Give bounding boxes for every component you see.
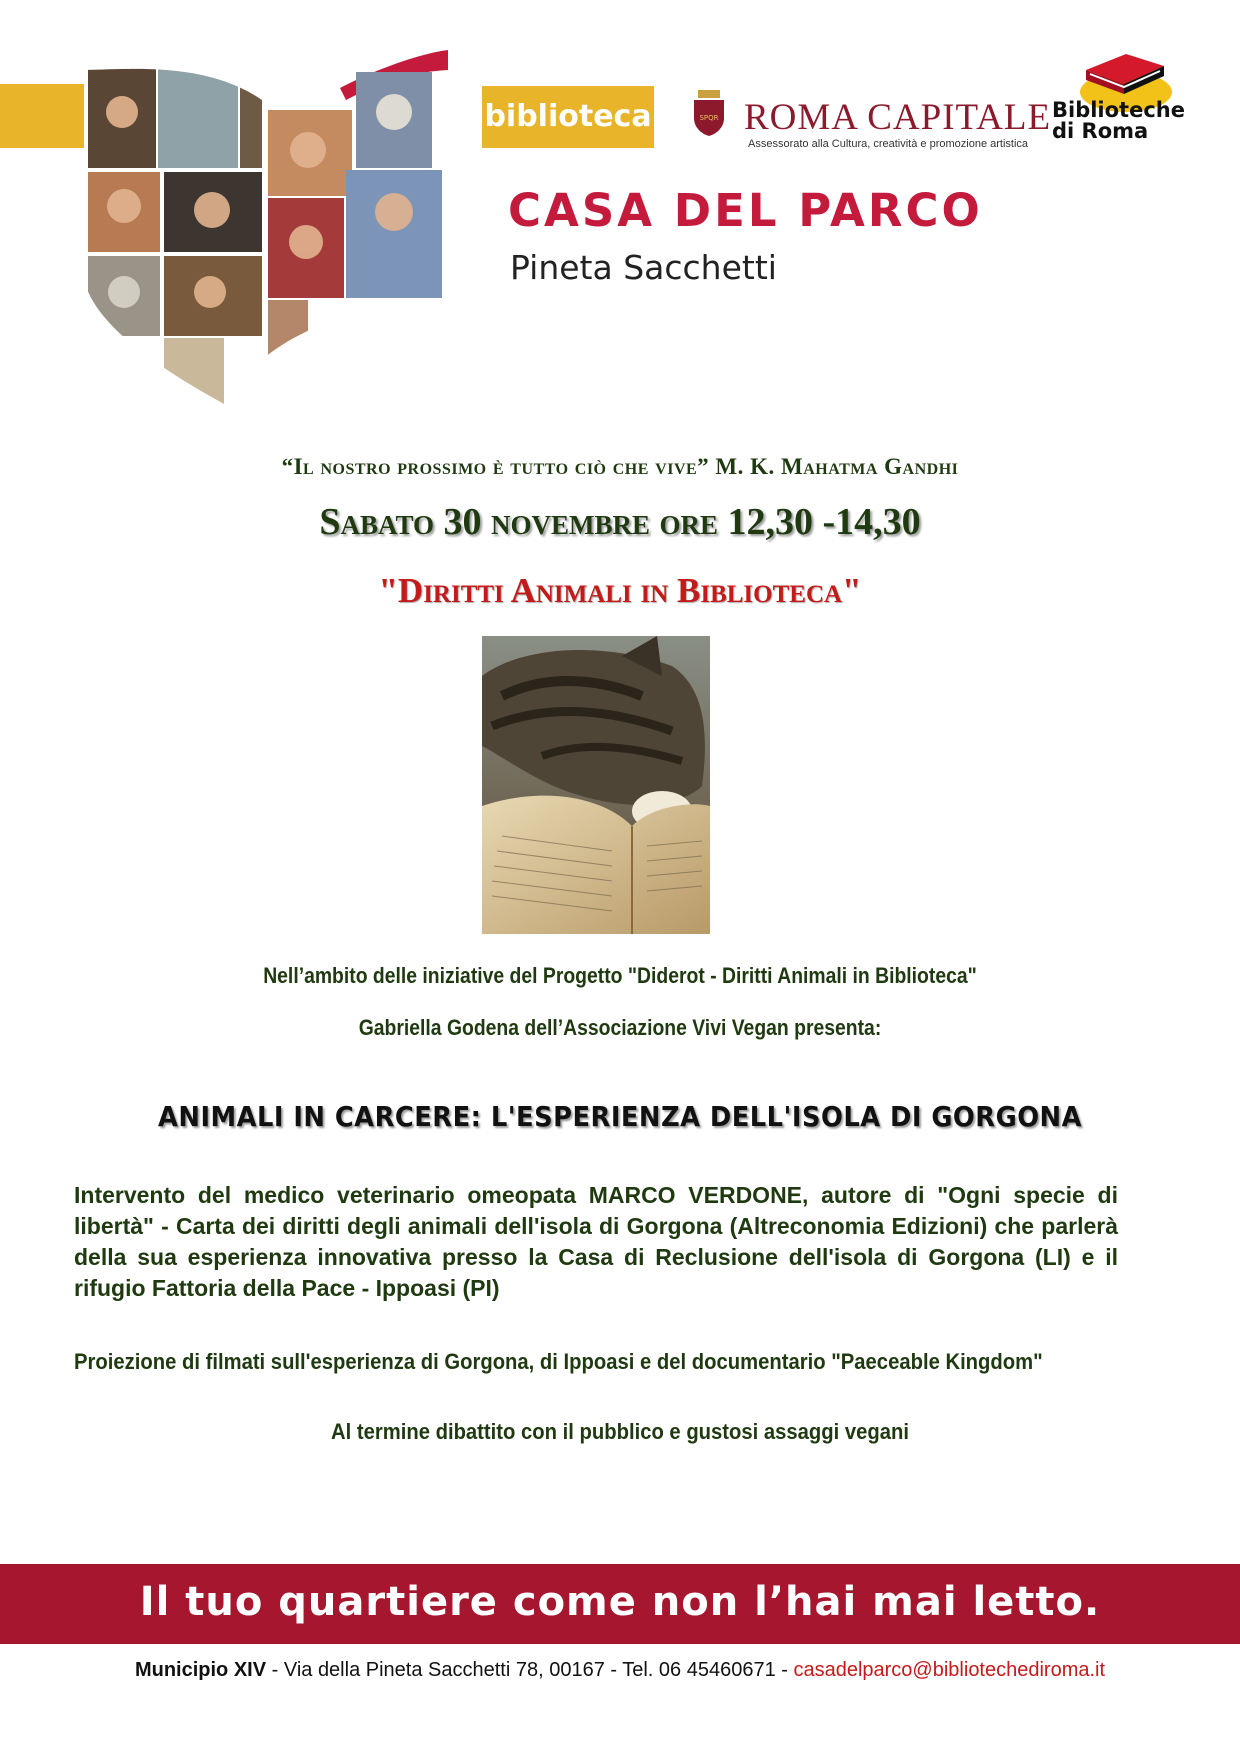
- gandhi-quote: “Il nostro prossimo è tutto ciò che vive” M. K. Mahatma Gandhi: [281, 454, 959, 479]
- address-text: - Via della Pineta Sacchetti 78, 00167 - Tel. 06 45460671 -: [266, 1659, 794, 1681]
- project-intro: Nell’ambito delle iniziative del Progetto "Diderot - Diritti Animali in Biblioteca": [263, 963, 977, 988]
- event-title: "Diritti Animali in Biblioteca": [378, 571, 862, 610]
- municipio-label: Municipio XIV: [134, 1659, 267, 1681]
- bdr-line-2: di Roma: [1052, 119, 1149, 143]
- venue-subtitle: Pineta Sacchetti: [510, 248, 777, 287]
- film-projection: Proiezione di filmati sull'esperienza di Gorgona, di Ippoasi e del documentario "Paeceable Kingdom": [74, 1349, 1043, 1374]
- email-link[interactable]: casadelparco@bibliotechediroma.it: [793, 1659, 1106, 1681]
- cat-on-book-photo: [482, 636, 710, 934]
- biblioteca-label: biblioteca: [482, 86, 654, 148]
- bdr-line-1: Biblioteche: [1052, 98, 1185, 122]
- roma-capitale-subtitle: Assessorato alla Cultura, creatività e promozione artistica: [748, 138, 1029, 150]
- footer-slogan: Il tuo quartiere come non l’hai mai letto.: [139, 1579, 1101, 1625]
- event-date: Sabato 30 novembre ore 12,30 -14,30: [319, 501, 921, 543]
- venue-title: CASA DEL PARCO: [508, 184, 983, 237]
- talk-headline: ANIMALI IN CARCERE: L'ESPERIENZA DELL'ISOLA DI GORGONA: [158, 1100, 1082, 1133]
- left-yellow-bar: [0, 84, 84, 148]
- biblioteche-di-roma-label: [1052, 100, 1185, 142]
- presenter-intro: Gabriella Godena dell’Associazione Vivi Vegan presenta:: [358, 1015, 882, 1040]
- roma-capitale-title: ROMA CAPITALE: [744, 97, 1052, 138]
- book-collage-logo: [84, 20, 484, 424]
- svg-text:SPQR: SPQR: [699, 114, 719, 122]
- talk-description: Intervento del medico veterinario omeopata MARCO VERDONE, autore di "Ogni specie di libertà" - Carta dei diritti degli animali dell'isola di Gorgona (Altreconomia Edizioni) che parlerà della sua esperienza innovativa presso la Casa di Reclusione dell'isola di Gorgona (LI) e il rifugio Fattoria della Pace - Ippoasi (PI): [74, 1182, 1118, 1301]
- footer-address: [0, 1659, 1240, 1682]
- closing-note: Al termine dibattito con il pubblico e gustosi assaggi vegani: [330, 1419, 910, 1444]
- roma-crest-icon: [690, 90, 728, 136]
